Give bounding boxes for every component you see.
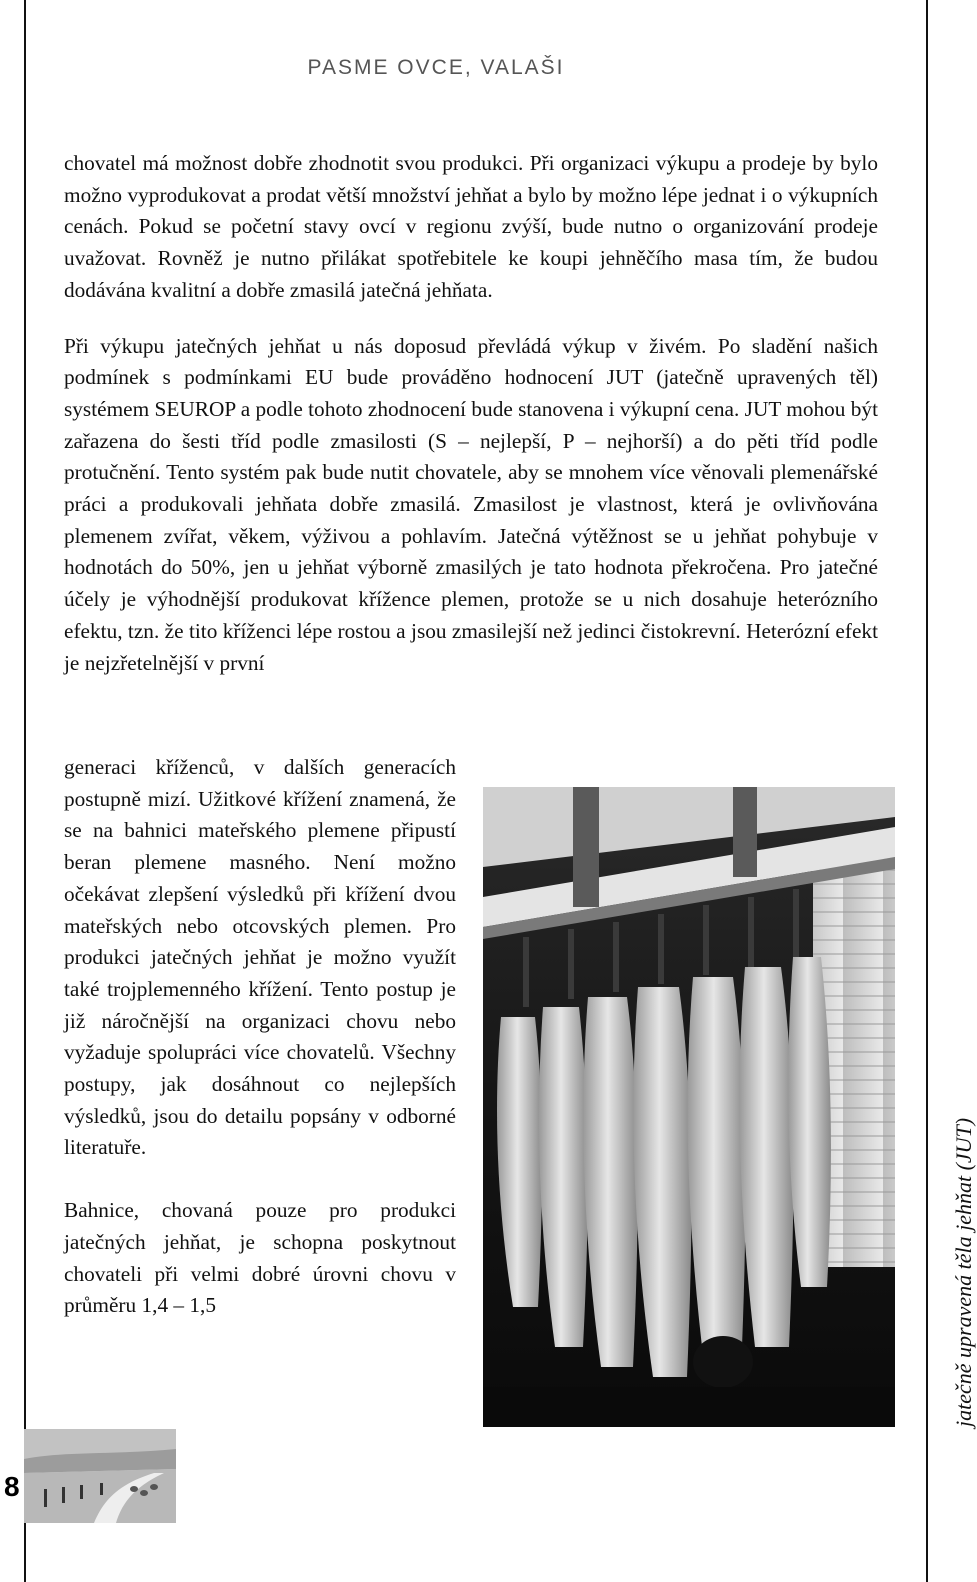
page-frame-right: [926, 0, 928, 1582]
side-column-text: [64, 752, 456, 1322]
page-number: 8: [4, 1469, 20, 1505]
side-paragraph-2: Bahnice, chovaná pouze pro produkci jatečných jehňat, je schopna poskytnout chovateli při velmi dobré úrovni chovu v průměru 1,4 – 1,5: [64, 1198, 456, 1318]
running-header: PASME OVCE, VALAŠI: [307, 56, 565, 79]
landscape-thumbnail: [24, 1429, 176, 1523]
page-frame-left: [24, 0, 26, 1582]
photo-caption: jatečně upravená těla jehňat (JUT): [951, 1117, 976, 1427]
main-text: [64, 148, 878, 679]
side-paragraph-1: generaci kříženců, v dalších generacích postupně mizí. Užitkové křížení znamená, že se na bahnici mateřského plemene připustí beran plemene masného. Není možno očekávat zlepšení výsledků při křížení dvou mateřských nebo otcovských plemen. Pro produkci jatečných jehňat je možno využít také trojplemenného křížení. Tento postup je již náročnější na organizaci chovu nebo vyžaduje spolupráci více chovatelů. Všechny postupy, jak dosáhnout co nejlepších výsledků, jsou do detailu popsány v odborné literatuře.: [64, 755, 456, 1160]
paragraph-1: chovatel má možnost dobře zhodnotit svou produkci. Při organizaci výkupu a prodeje by bylo možno vyprodukovat a prodat větší množství jehňat a bylo by možno lépe jednat i o výkupních cenách. Pokud se početní stavy ovcí v regionu zvýší, bude nutno o organizování prodeje uvažovat. Rovněž je nutno přilákat spotřebitele ke koupi jehněčího masa tím, že budou dodávána kvalitní a dobře zmasilá jatečná jehňata.: [64, 151, 878, 302]
lamb-carcass-photo: [483, 787, 895, 1427]
paragraph-2: Při výkupu jatečných jehňat u nás doposud převládá výkup v živém. Po sladění našich podmínek s podmínkami EU bude prováděno hodnocení JUT (jatečně upravených těl) systémem SEUROP a podle tohoto zhodnocení bude stanovena i výkupní cena. JUT mohou být zařazena do šesti tříd podle zmasilosti (S – nejlepší, P – nejhorší) a do pěti tříd podle protučnění. Tento systém pak bude nutit chovatele, aby se mnohem více věnovali plemenářské práci a produkovali jehňata dobře zmasilá. Zmasilost je vlastnost, která je ovlivňována plemenem zvířat, věkem, výživou a pohlavím. Jatečná výtěžnost se u jehňat pohybuje v hodnotách do 50%, jen u jehňat výborně zmasilých je tato hodnota překročena. Pro jatečné účely je výhodnější produkovat křížence plemen, protože se u nich dosahuje heterózního efektu, tzn. že tito kříženci lépe rostou a jsou zmasilejší než jedinci čistokrevní. Heterózní efekt je nejzřetelnější v první: [64, 333, 878, 675]
